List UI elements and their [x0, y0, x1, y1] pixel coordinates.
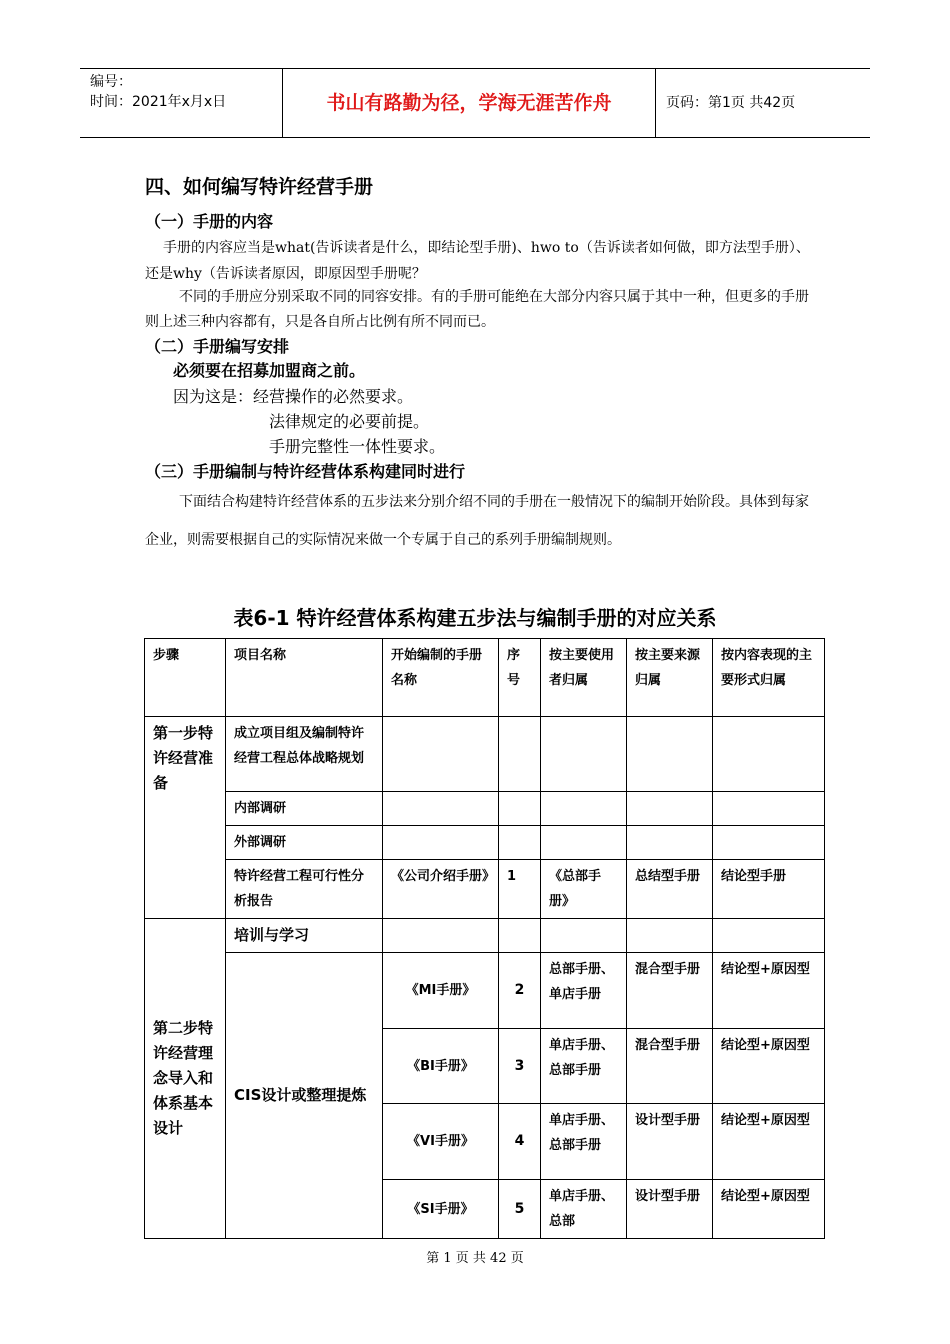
cell-r8-source: 设计型手册	[627, 1104, 713, 1180]
th-source: 按主要来源归属	[627, 639, 713, 717]
header-motto: 书山有路勤为径，学海无涯苦作舟	[283, 69, 656, 137]
page-header	[80, 68, 870, 138]
cell-r4-user: 《总部手册》	[541, 860, 627, 919]
cell-r9-user: 单店手册、总部	[541, 1180, 627, 1239]
sub3-title: （三）手册编制与特许经营体系构建同时进行	[145, 462, 466, 481]
header-page-label: 页码：第1页 共42页	[666, 95, 796, 111]
cell-r3: 外部调研	[226, 826, 383, 860]
table-row	[145, 953, 825, 1029]
cell-r8-no: 4	[499, 1104, 541, 1180]
cell-r1: 成立项目组及编制特许经营工程总体战略规划	[226, 717, 383, 792]
cell-r4-source: 总结型手册	[627, 860, 713, 919]
cell-r4-form: 结论型手册	[713, 860, 825, 919]
cell-r9-source: 设计型手册	[627, 1180, 713, 1239]
cell-r9-no: 5	[499, 1180, 541, 1239]
cell-r7-manual: 《BI手册》	[383, 1029, 499, 1104]
th-user: 按主要使用者归属	[541, 639, 627, 717]
th-step: 步骤	[145, 639, 226, 717]
cell-r9-form: 结论型+原因型	[713, 1180, 825, 1239]
th-form: 按内容表现的主要形式归属	[713, 639, 825, 717]
cell-r7-form: 结论型+原因型	[713, 1029, 825, 1104]
table-row	[145, 860, 825, 919]
sub2-must: 必须要在招募加盟商之前。	[173, 361, 366, 380]
cis-cell: CIS设计或整理提炼	[226, 953, 383, 1239]
sub2-reason3: 手册完整性一体性要求。	[269, 437, 446, 456]
table-row	[145, 717, 825, 792]
table-row	[145, 792, 825, 826]
sub3-para: 下面结合构建特许经营体系的五步法来分别介绍不同的手册在一般情况下的编制开始阶段。具体到每家企业，则需要根据自己的实际情况来做一个专属于自己的系列手册编制规则。	[145, 494, 809, 548]
section-title: 四、如何编写特许经营手册	[145, 176, 374, 198]
time-label: 时间：2021年x月x日	[90, 94, 227, 110]
sub2-title: （二）手册编写安排	[145, 337, 290, 356]
cell-r9-manual: 《SI手册》	[383, 1180, 499, 1239]
cell-r6-no: 2	[499, 953, 541, 1029]
correspondence-table	[144, 638, 825, 1239]
number-label: 编号：	[90, 74, 132, 90]
header-meta	[80, 69, 283, 137]
cell-r5: 培训与学习	[226, 919, 383, 953]
cell-r6-source: 混合型手册	[627, 953, 713, 1029]
cell-r4-manual: 《公司介绍手册》	[383, 860, 499, 919]
cell-r8-user: 单店手册、总部手册	[541, 1104, 627, 1180]
cell-r8-manual: 《VI手册》	[383, 1104, 499, 1180]
sub1-para2: 不同的手册应分别采取不同的同容安排。有的手册可能绝在大部分内容只属于其中一种，但更多的手册则上述三种内容都有，只是各自所占比例有所不同而已。	[145, 289, 809, 330]
table-row	[145, 826, 825, 860]
cell-r7-no: 3	[499, 1029, 541, 1104]
cell-r6-user: 总部手册、单店手册	[541, 953, 627, 1029]
cell-r6-manual: 《MI手册》	[383, 953, 499, 1029]
step1-cell: 第一步特许经营准备	[145, 717, 226, 919]
table-header-row	[145, 639, 825, 717]
cell-r6-form: 结论型+原因型	[713, 953, 825, 1029]
th-project: 项目名称	[226, 639, 383, 717]
sub2-reason2: 法律规定的必要前提。	[269, 412, 430, 431]
sub1-para1: 手册的内容应当是what(告诉读者是什么，即结论型手册)、hwo to（告诉读者如何做，即方法型手册）、还是why（告诉读者原因，即原因型手册呢？	[145, 240, 810, 282]
cell-r7-user: 单店手册、总部手册	[541, 1029, 627, 1104]
sub2-because: 因为这是：经营操作的必然要求。	[173, 387, 414, 406]
table-caption: 表6-1 特许经营体系构建五步法与编制手册的对应关系	[233, 606, 717, 630]
th-no: 序号	[499, 639, 541, 717]
th-manual: 开始编制的手册名称	[383, 639, 499, 717]
cell-r4-project: 特许经营工程可行性分析报告	[226, 860, 383, 919]
page-footer: 第 1 页 共 42 页	[426, 1251, 524, 1266]
cell-r8-form: 结论型+原因型	[713, 1104, 825, 1180]
sub1-title: （一）手册的内容	[145, 212, 274, 231]
table-row	[145, 919, 825, 953]
cell-r2: 内部调研	[226, 792, 383, 826]
cell-r7-source: 混合型手册	[627, 1029, 713, 1104]
step2-cell: 第二步特许经营理念导入和体系基本设计	[145, 919, 226, 1239]
cell-r4-no: 1	[499, 860, 541, 919]
